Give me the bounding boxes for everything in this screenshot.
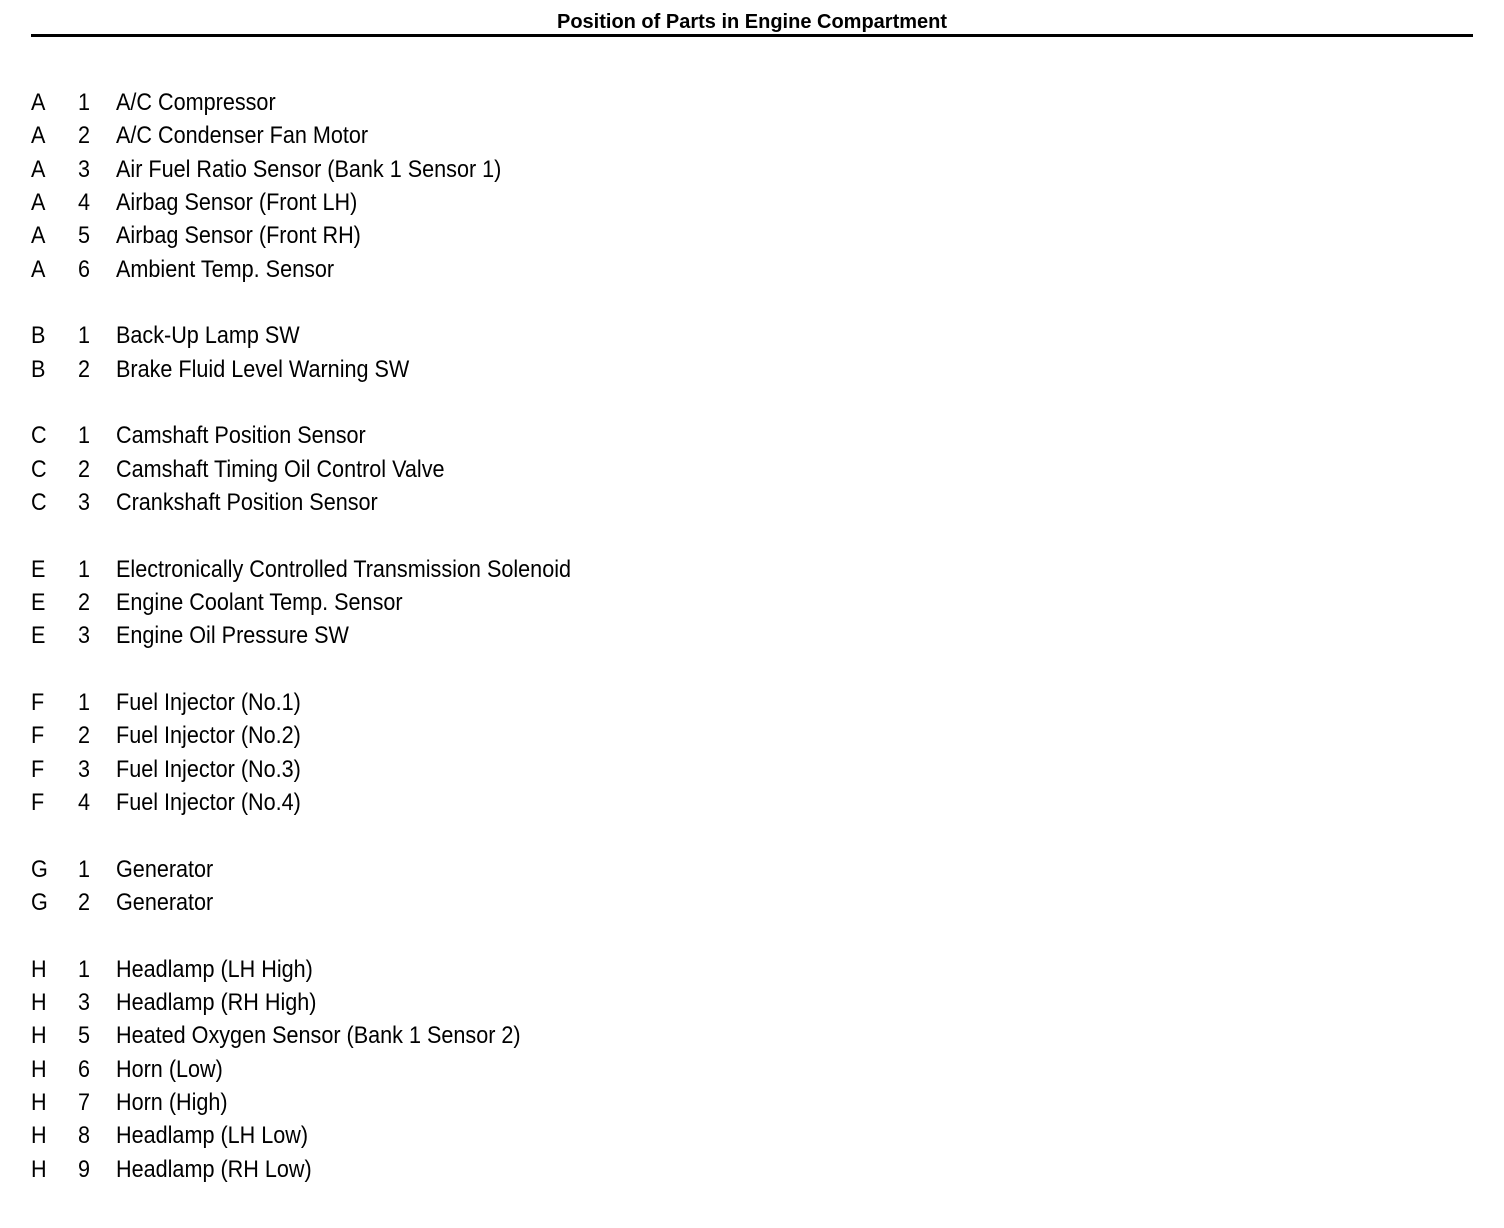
part-number: 3	[78, 988, 91, 1016]
part-name: Airbag Sensor (Front LH)	[116, 188, 358, 216]
part-name: Fuel Injector (No.1)	[116, 688, 301, 716]
part-row	[0, 754, 1504, 786]
part-letter: H	[31, 1122, 47, 1150]
part-name: Headlamp (RH Low)	[116, 1155, 312, 1183]
part-row	[0, 120, 1504, 152]
part-name: Air Fuel Ratio Sensor (Bank 1 Sensor 1)	[116, 155, 502, 183]
part-name: Airbag Sensor (Front RH)	[116, 222, 361, 250]
part-row	[0, 620, 1504, 652]
part-number: 5	[78, 222, 91, 250]
part-number: 3	[78, 488, 91, 516]
part-row	[0, 320, 1504, 352]
part-row	[0, 687, 1504, 719]
part-name: Headlamp (RH High)	[116, 988, 317, 1016]
part-row	[0, 87, 1504, 119]
part-name: Heated Oxygen Sensor (Bank 1 Sensor 2)	[116, 1022, 521, 1050]
part-letter: H	[31, 1088, 47, 1116]
part-letter: C	[31, 422, 47, 450]
part-number: 3	[78, 155, 91, 183]
part-number: 2	[78, 355, 91, 383]
part-letter: H	[31, 988, 47, 1016]
part-letter: E	[31, 555, 46, 583]
part-number: 7	[78, 1088, 91, 1116]
part-letter: F	[31, 755, 45, 783]
part-row	[0, 187, 1504, 219]
part-number: 3	[78, 755, 91, 783]
part-number: 2	[78, 722, 91, 750]
part-name: Headlamp (LH High)	[116, 955, 313, 983]
part-letter: A	[31, 222, 46, 250]
part-letter: F	[31, 688, 45, 716]
part-name: Camshaft Timing Oil Control Valve	[116, 455, 445, 483]
part-number: 1	[78, 688, 91, 716]
part-row	[0, 587, 1504, 619]
part-letter: C	[31, 455, 47, 483]
part-letter: B	[31, 322, 46, 350]
part-letter: F	[31, 788, 45, 816]
part-name: Horn (Low)	[116, 1055, 223, 1083]
part-letter: F	[31, 722, 45, 750]
part-row	[0, 454, 1504, 486]
part-letter: H	[31, 1022, 47, 1050]
part-number: 5	[78, 1022, 91, 1050]
part-letter: C	[31, 488, 47, 516]
part-letter: H	[31, 1155, 47, 1183]
part-number: 2	[78, 588, 91, 616]
part-name: Fuel Injector (No.3)	[116, 755, 301, 783]
page-title: Position of Parts in Engine Compartment	[556, 11, 948, 33]
part-row	[0, 887, 1504, 919]
part-row	[0, 354, 1504, 386]
part-letter: A	[31, 188, 46, 216]
part-letter: A	[31, 89, 46, 116]
part-row	[0, 154, 1504, 186]
part-number: 1	[78, 955, 91, 983]
part-name: Ambient Temp. Sensor	[116, 255, 335, 283]
part-number: 9	[78, 1155, 91, 1183]
part-number: 1	[78, 89, 91, 116]
part-number: 1	[78, 422, 91, 450]
part-letter: H	[31, 1055, 47, 1083]
part-number: 2	[78, 122, 91, 150]
part-name: A/C Compressor	[116, 89, 276, 116]
part-row	[0, 1054, 1504, 1086]
part-row	[0, 420, 1504, 452]
part-row	[0, 954, 1504, 986]
part-number: 1	[78, 855, 91, 883]
part-letter: E	[31, 588, 46, 616]
part-number: 4	[78, 788, 91, 816]
part-name: Fuel Injector (No.2)	[116, 722, 301, 750]
part-letter: G	[31, 888, 48, 916]
part-letter: A	[31, 155, 46, 183]
part-number: 8	[78, 1122, 91, 1150]
part-row	[0, 1087, 1504, 1119]
part-number: 1	[78, 322, 91, 350]
part-name: Engine Coolant Temp. Sensor	[116, 588, 403, 616]
part-row	[0, 254, 1504, 286]
part-name: Engine Oil Pressure SW	[116, 622, 349, 650]
part-row	[0, 720, 1504, 752]
part-name: Headlamp (LH Low)	[116, 1122, 309, 1150]
part-number: 2	[78, 888, 91, 916]
part-row	[0, 1154, 1504, 1186]
part-name: Fuel Injector (No.4)	[116, 788, 301, 816]
part-letter: A	[31, 122, 46, 150]
part-letter: E	[31, 622, 46, 650]
part-name: Generator	[116, 855, 214, 883]
part-number: 4	[78, 188, 91, 216]
part-name: Camshaft Position Sensor	[116, 422, 366, 450]
part-row	[0, 787, 1504, 819]
part-name: Electronically Controlled Transmission Solenoid	[116, 555, 572, 583]
part-row	[0, 554, 1504, 586]
part-number: 1	[78, 555, 91, 583]
part-row	[0, 1120, 1504, 1152]
part-name: Generator	[116, 888, 214, 916]
part-letter: H	[31, 955, 47, 983]
part-number: 3	[78, 622, 91, 650]
part-letter: A	[31, 255, 46, 283]
part-name: A/C Condenser Fan Motor	[116, 122, 369, 150]
part-letter: G	[31, 855, 48, 883]
part-letter: B	[31, 355, 46, 383]
part-row	[0, 987, 1504, 1019]
part-name: Back-Up Lamp SW	[116, 322, 300, 350]
part-row	[0, 220, 1504, 252]
part-row	[0, 487, 1504, 519]
part-name: Brake Fluid Level Warning SW	[116, 355, 410, 383]
part-name: Crankshaft Position Sensor	[116, 488, 378, 516]
part-number: 6	[78, 255, 91, 283]
part-name: Horn (High)	[116, 1088, 228, 1116]
part-row	[0, 854, 1504, 886]
part-number: 2	[78, 455, 91, 483]
part-number: 6	[78, 1055, 91, 1083]
part-row	[0, 1020, 1504, 1052]
